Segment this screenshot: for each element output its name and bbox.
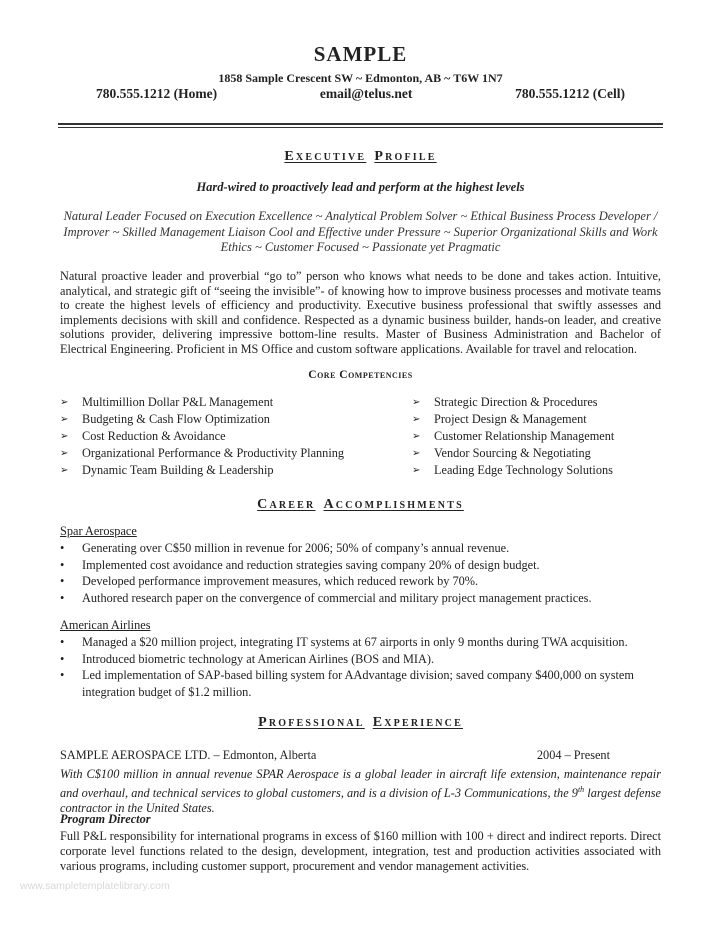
- bullet-icon: •: [60, 557, 65, 572]
- job-dates: 2004 – Present: [536, 748, 610, 762]
- accomplishment-item: [60, 667, 661, 700]
- arrow-bullet-icon: ➢: [60, 431, 69, 442]
- accomplishment-item: [60, 634, 661, 651]
- accomplishment-item: [60, 573, 661, 590]
- profile-summary: Natural proactive leader and proverbial “go to” person who knows what needs to be done and takes action. Intuitive, analytical, and strategic gift of “seeing the invisible”- of knowing how to improve business processes and motivate teams to create the highest levels of efficiency and productivity. Executive business professional that swiftly assesses and implements decisions with skill and confidence. Respected as a dynamic business builder, hands-on leader, and creative solutions provider, delivering impressive bottom-line results. Master of Business Administration and Bachelor of Electrical Engineering. Proficient in MS Office and custom software applications. Available for travel and relocation.: [60, 269, 661, 356]
- competency-item-text: Dynamic Team Building & Leadership: [82, 463, 274, 477]
- competency-item: [60, 445, 344, 462]
- contact-line: [96, 86, 625, 102]
- accomplishment-item-text: Led implementation of SAP-based billing system for AAdvantage division; saved company $400,000 on system integration budget of $1.2 million.: [82, 668, 634, 700]
- cell-phone: 780.555.1212 (Cell): [515, 86, 625, 101]
- competency-item: [412, 445, 614, 462]
- role-description: Full P&L responsibility for international programs in excess of $160 million with 100 + direct and indirect reports. Direct corporate level functions related to the design, development, integration, test and production activities associated with various programs, including customer support, procurement and vendor management activities.: [60, 829, 661, 873]
- competency-item-text: Vendor Sourcing & Negotiating: [434, 446, 591, 460]
- arrow-bullet-icon: ➢: [60, 465, 69, 476]
- career-accomplishments-heading: Career Accomplishments: [257, 497, 464, 512]
- accomplishment-item-text: Generating over C$50 million in revenue for 2006; 50% of company’s annual revenue.: [82, 541, 510, 555]
- competency-item-text: Strategic Direction & Procedures: [434, 395, 598, 409]
- competency-item: [60, 411, 344, 428]
- bullet-icon: •: [60, 574, 65, 589]
- competency-item-text: Leading Edge Technology Solutions: [434, 463, 613, 477]
- bullet-icon: •: [60, 635, 65, 649]
- job-company: SAMPLE AEROSPACE LTD. – Edmonton, Alberta: [60, 748, 317, 762]
- accomplishment-item-text: Developed performance improvement measures, which reduced rework by 70%.: [82, 574, 479, 589]
- bullet-icon: •: [60, 668, 65, 683]
- home-phone: 780.555.1212 (Home): [96, 86, 218, 101]
- header-divider-thin: [58, 127, 663, 128]
- bullet-icon: •: [60, 591, 65, 606]
- company-description: With C$100 million in annual revenue SPAR Aerospace is a global leader in aircraft life extension, maintenance repair and overhaul, and technical services to global customers, and is a division of L-3 Communications, the 9th largest defense contractor in the United States.: [60, 767, 661, 816]
- accomplishment-item: [60, 540, 661, 557]
- arrow-bullet-icon: ➢: [60, 414, 69, 425]
- accomplishment-item: [60, 557, 661, 574]
- competency-item-text: Organizational Performance & Productivity Planning: [82, 446, 345, 460]
- job-role: Program Director: [60, 812, 151, 826]
- arrow-bullet-icon: ➢: [60, 448, 69, 459]
- accomplishment-item: [60, 651, 661, 668]
- accomplishment-item: [60, 590, 661, 607]
- competency-item: [412, 428, 614, 445]
- arrow-bullet-icon: ➢: [412, 397, 421, 408]
- competency-item-text: Project Design & Management: [434, 412, 587, 426]
- accomplishment-item-text: Introduced biometric technology at American Airlines (BOS and MIA).: [82, 651, 435, 666]
- executive-profile-heading: Executive Profile: [284, 149, 437, 164]
- employer-spar-aerospace: Spar Aerospace: [60, 524, 137, 538]
- arrow-bullet-icon: ➢: [60, 397, 69, 408]
- competency-item: [60, 462, 344, 479]
- competency-item-text: Customer Relationship Management: [434, 429, 615, 443]
- professional-experience-heading: Professional Experience: [258, 715, 463, 730]
- competencies-left-column: [60, 394, 344, 479]
- profile-strengths: Natural Leader Focused on Execution Excellence ~ Analytical Problem Solver ~ Ethical Business Process Developer / Improver ~ Skilled Management Liaison Cool and Effective under Pressure ~ Superior Organizational Skills and Work Ethics ~ Customer Focused ~ Passionate yet Pragmatic: [63, 209, 658, 254]
- competency-item-text: Cost Reduction & Avoidance: [82, 429, 226, 443]
- spar-accomplishments-list: [60, 540, 661, 607]
- accomplishment-item-text: Implemented cost avoidance and reduction strategies saving company 20% of design budget.: [82, 557, 540, 572]
- job-header: [60, 748, 610, 763]
- competency-item-text: Budgeting & Cash Flow Optimization: [82, 412, 270, 426]
- header-divider: [58, 123, 663, 125]
- competency-item: [60, 394, 344, 411]
- address: 1858 Sample Crescent SW ~ Edmonton, AB ~ T6W 1N7: [218, 71, 503, 85]
- competency-item: [412, 411, 614, 428]
- arrow-bullet-icon: ➢: [412, 465, 421, 476]
- core-competencies-heading: Core Competencies: [308, 369, 413, 381]
- arrow-bullet-icon: ➢: [412, 414, 421, 425]
- arrow-bullet-icon: ➢: [412, 431, 421, 442]
- accomplishment-item-text: Authored research paper on the convergence of commercial and military project management practices.: [82, 591, 592, 606]
- competency-item-text: Multimillion Dollar P&L Management: [82, 395, 274, 409]
- bullet-icon: •: [60, 541, 65, 555]
- watermark: www.sampletemplatelibrary.com: [20, 880, 170, 892]
- arrow-bullet-icon: ➢: [412, 448, 421, 459]
- candidate-name: SAMPLE: [313, 42, 408, 66]
- accomplishment-item-text: Managed a $20 million project, integrating IT systems at 67 airports in only 9 months during TWA acquisition.: [82, 635, 628, 649]
- profile-tagline: Hard-wired to proactively lead and perform at the highest levels: [196, 180, 525, 194]
- competency-item: [412, 394, 614, 411]
- email: email@telus.net: [319, 86, 413, 101]
- bullet-icon: •: [60, 651, 65, 666]
- competency-item: [60, 428, 344, 445]
- competencies-right-column: [412, 394, 614, 479]
- american-airlines-accomplishments-list: [60, 634, 661, 701]
- employer-american-airlines: American Airlines: [60, 618, 151, 632]
- competency-item: [412, 462, 614, 479]
